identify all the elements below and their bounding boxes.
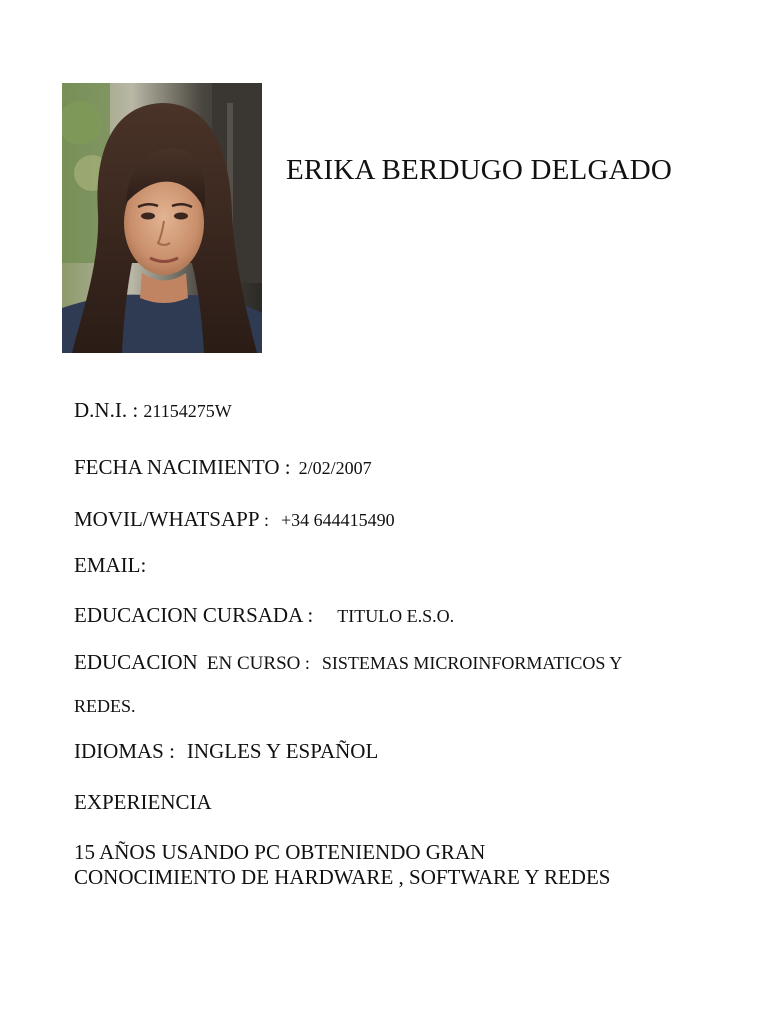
dni-value: 21154275W: [143, 401, 232, 421]
education-done-line: [74, 602, 454, 631]
education-current-label-2: EN CURSO: [206, 653, 301, 674]
birth-value: 2/02/2007: [298, 458, 372, 478]
languages-label: IDIOMAS :: [74, 739, 175, 763]
phone-line: [74, 506, 395, 535]
phone-separator: :: [259, 510, 270, 530]
education-done-value: TITULO E.S.O.: [337, 606, 455, 626]
dni-line: [74, 397, 232, 426]
experience-text-2: CONOCIMIENTO DE HARDWARE , SOFTWARE Y REDES: [74, 865, 611, 889]
profile-photo: [62, 83, 262, 353]
experience-line-2: [74, 864, 610, 893]
education-current-value-cont: REDES.: [74, 696, 136, 716]
email-label: EMAIL:: [74, 553, 147, 577]
birth-line: [74, 454, 372, 483]
languages-line: [74, 738, 378, 767]
experience-heading-line: [74, 789, 212, 818]
phone-value: +34 644415490: [281, 510, 395, 530]
education-current-value: SISTEMAS MICROINFORMATICOS Y: [321, 653, 623, 673]
experience-text-1: 15 AÑOS USANDO PC OBTENIENDO GRAN: [74, 840, 486, 864]
education-current-separator: :: [300, 653, 310, 673]
education-current-continuation: [74, 693, 136, 721]
education-done-label: EDUCACION CURSADA :: [74, 603, 314, 627]
birth-label: FECHA NACIMIENTO :: [74, 455, 291, 479]
phone-label: MOVIL/WHATSAPP: [74, 507, 260, 531]
candidate-name: ERIKA BERDUGO DELGADO: [286, 154, 673, 186]
email-line: [74, 552, 146, 581]
languages-value: INGLES Y ESPAÑOL: [186, 739, 379, 763]
dni-label: D.N.I. :: [74, 398, 144, 422]
education-current-label: EDUCACION: [74, 650, 203, 674]
education-current-line: [74, 649, 622, 678]
experience-heading: EXPERIENCIA: [74, 790, 212, 814]
